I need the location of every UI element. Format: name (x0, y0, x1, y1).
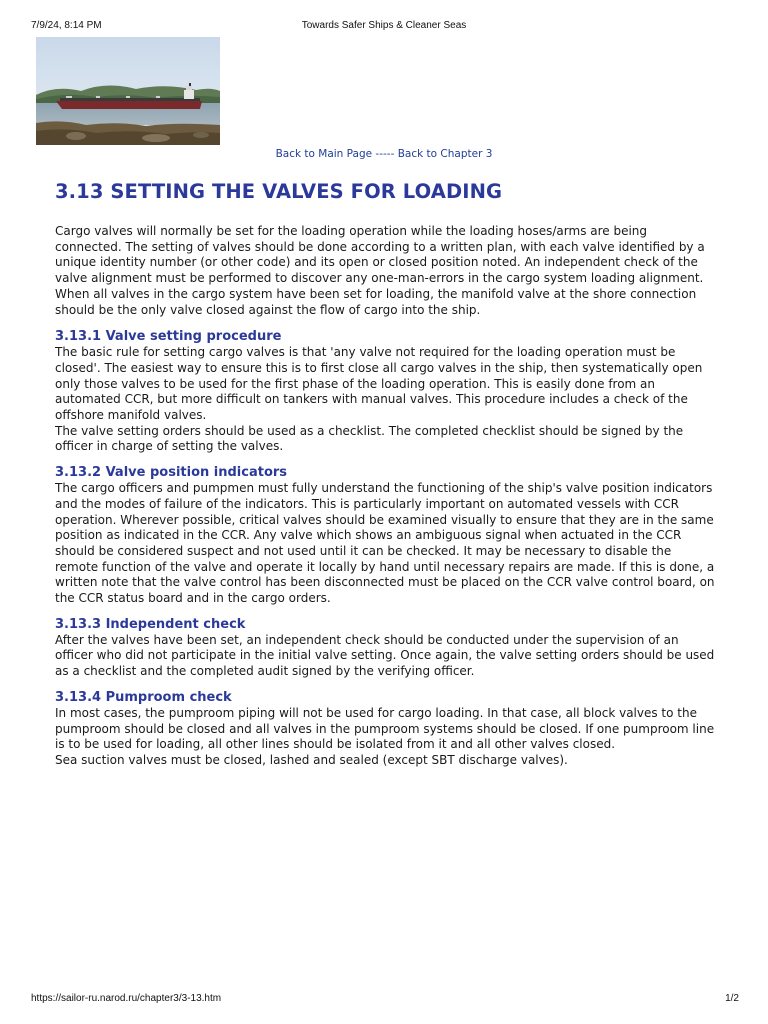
section-paragraph: Sea suction valves must be closed, lashed and sealed (except SBT discharge valves). (55, 752, 568, 767)
section-paragraph: After the valves have been set, an independent check should be conducted under the supervision of an officer who did not participate in the initial valve setting. Once again, the valve setting orders should be used as a checklist and the completed audit signed by the verifying officer. (55, 632, 715, 679)
print-page-title: Towards Safer Ships & Cleaner Seas (301, 20, 467, 31)
print-footer (0, 990, 768, 1006)
section-heading: 3.13.3 Independent check (55, 616, 246, 632)
print-page-number: 1/2 (725, 993, 739, 1004)
section-paragraph: The basic rule for setting cargo valves is that 'any valve not required for the loading operation must be closed'. The easiest way to ensure this is to first close all cargo valves in the ship, then systematically open only those valves to be used for the first phase of the loading operation. This is easily done from an automated CCR, but more difficult on tankers with manual valves. This procedure includes a check of the offshore manifold valves. (55, 345, 703, 423)
section-pumproom-check (55, 690, 717, 769)
nav-separator: ----- (372, 148, 398, 160)
intro-paragraph: Cargo valves will normally be set for the loading operation while the loading hoses/arms are being connected. The setting of valves should be done according to a written plan, with each valve identified by a unique identity number (or other code) and its open or closed position noted. An independent check of the valve alignment must be performed to discover any one-man-errors in the cargo system loading alignment. When all valves in the cargo system have been set for loading, the manifold valve at the shore connection should be the only valve closed against the flow of cargo into the ship. (55, 224, 705, 317)
print-datetime: 7/9/24, 8:14 PM (31, 20, 102, 31)
section-heading: 3.13.2 Valve position indicators (55, 465, 288, 481)
article (55, 180, 717, 779)
back-to-main-page-link[interactable]: Back to Main Page (275, 148, 373, 160)
navigation-links (0, 148, 768, 160)
section-paragraph: In most cases, the pumproom piping will not be used for cargo loading. In that case, all block valves to the pumproom should be closed and all valves in the pumproom systems should be closed. If one pumproom line is to be used for loading, all other lines should be isolated from it and all other valves closed. (55, 705, 715, 752)
print-header (0, 15, 768, 31)
section-heading: 3.13.1 Valve setting procedure (55, 329, 282, 345)
tanker-photo (36, 37, 220, 145)
section-paragraph: The valve setting orders should be used as a checklist. The completed checklist should be signed by the officer in charge of setting the valves. (55, 423, 684, 454)
section-valve-position-indicators (55, 465, 717, 607)
page-title: 3.13 SETTING THE VALVES FOR LOADING (55, 180, 503, 203)
section-valve-setting-procedure (55, 329, 717, 455)
back-to-chapter-link[interactable]: Back to Chapter 3 (397, 148, 493, 160)
section-independent-check (55, 617, 717, 680)
section-heading: 3.13.4 Pumproom check (55, 689, 232, 705)
tanker-photo-image (36, 37, 220, 145)
section-paragraph: The cargo officers and pumpmen must fully understand the functioning of the ship's valve position indicators and the modes of failure of the indicators. This is particularly important on automated vessels with CCR operation. Wherever possible, critical valves should be examined visually to ensure that they are in the same position as indicated in the CCR. Any valve which shows an ambiguous signal when actuated in the CCR should be considered suspect and not used until it can be checked. It may be necessary to disable the remote function of the valve and operate it locally by hand until necessary repairs are made. If this is done, a written note that the valve control has been disconnected must be placed on the CCR valve control board, on the CCR status board and in the cargo orders. (55, 481, 715, 606)
print-url: https://sailor-ru.narod.ru/chapter3/3-13.htm (31, 993, 222, 1004)
